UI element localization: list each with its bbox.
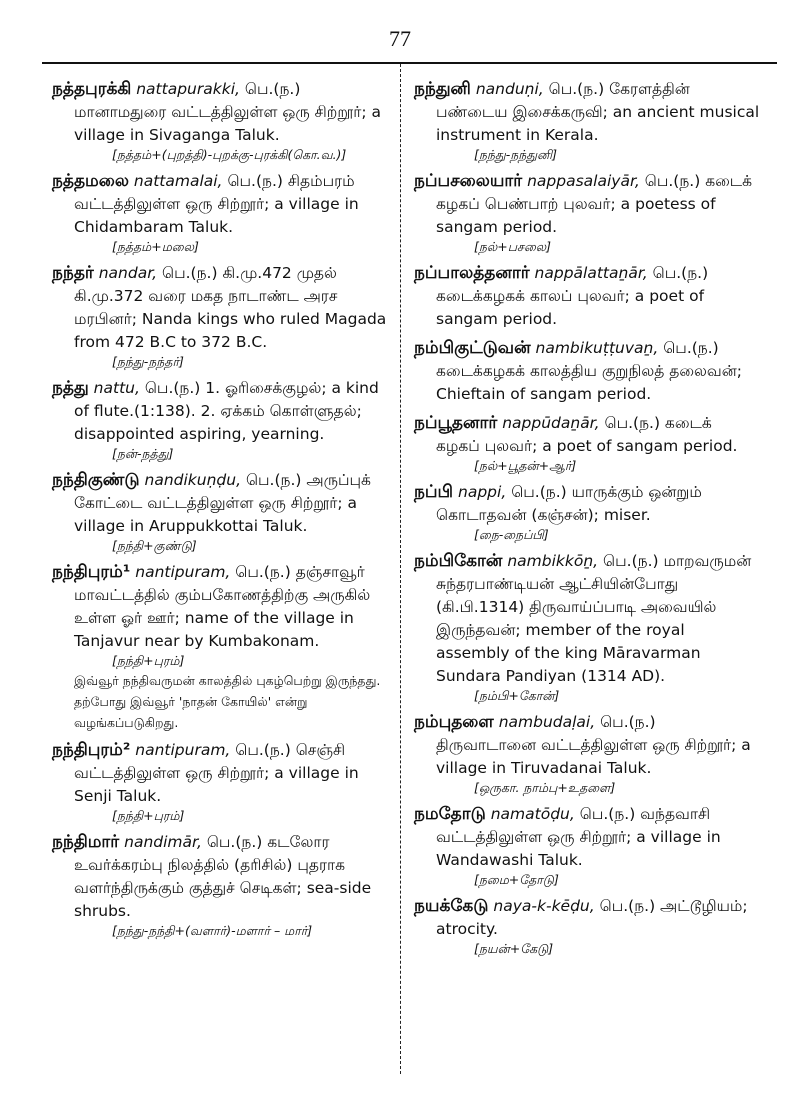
headword: நந்தர்: [52, 263, 94, 283]
definition: பெ.(ந.) கி.மு.472 முதல் கி.மு.372 வரை மகத நாடாண்ட அரச மரபினர்; Nanda kings who ruled Magada from 472 B.C to 372 B.C.: [74, 264, 387, 351]
dictionary-entry: [414, 337, 760, 406]
entry-body: [414, 337, 760, 406]
entry-body: [414, 803, 760, 872]
entry-body: [414, 412, 760, 458]
transliteration: namatōḍu,: [490, 805, 575, 823]
transliteration: naya-k-kēḍu,: [493, 897, 595, 915]
dictionary-entry: [414, 711, 760, 797]
headword: நப்பசலையார்: [414, 171, 523, 191]
dictionary-entry: [414, 170, 760, 256]
entry-body: [52, 377, 392, 446]
transliteration: nappasalaiyār,: [527, 172, 640, 190]
entry-body: [52, 78, 392, 147]
dictionary-entry: [52, 377, 392, 463]
transliteration: nappālattaṉār,: [534, 264, 648, 282]
entry-body: [414, 550, 760, 688]
transliteration: nandimār,: [124, 833, 202, 851]
headword: நம்பிகோன்: [414, 551, 503, 571]
transliteration: nandikuṇḍu,: [144, 471, 242, 489]
entry-body: [52, 262, 392, 354]
definition: பெ.(ந.) மாறவருமன் சுந்தரபாண்டியன் ஆட்சியின்போது (கி.பி.1314) திருவாய்ப்பாடி அவையில் இருந்தவன்; member of the royal assembly of the king Māravarman Sundara Pandiyan (1314 AD).: [436, 552, 752, 685]
dictionary-entry: [52, 561, 392, 733]
definition: பெ.(ந.) கேரளத்தின் பண்டைய இசைக்கருவி; an ancient musical instrument in Kerala.: [436, 80, 760, 144]
headword: நந்துனி: [414, 79, 471, 99]
etymology: [நந்து-நந்தர்]: [112, 354, 184, 369]
headword: நந்திகுண்டு: [52, 470, 140, 490]
etymology: [நத்தம்+மலை]: [112, 239, 199, 254]
dictionary-entry: [52, 469, 392, 555]
transliteration: nattu,: [93, 379, 140, 397]
entry-body: [414, 481, 760, 527]
etymology: [நை-நைப்பி]: [474, 527, 549, 542]
headword: நந்திமார்: [52, 832, 120, 852]
headword: நப்பாலத்தனார்: [414, 263, 530, 283]
headword: நந்திபுரம்²: [52, 740, 131, 760]
etymology: [நல்+பூதன்+ஆர்]: [474, 458, 577, 473]
definition: பெ.(ந.) கடைக்கழகக் காலத்திய குறுநிலத் தலைவன்; Chieftain of sangam period.: [436, 339, 742, 403]
dictionary-entry: [414, 895, 760, 958]
entry-body: [414, 262, 760, 331]
headword: நப்பூதனார்: [414, 413, 498, 433]
transliteration: nandar,: [98, 264, 158, 282]
etymology: [நந்தி+புரம்]: [112, 653, 185, 668]
etymology: [நந்து-நந்தி+(வளார்)-மளார் – மார்]: [112, 923, 313, 938]
definition: பெ.(ந.) தஞ்சாவூர் மாவட்டத்தில் கும்பகோணத்திற்கு அருகில் உள்ள ஓர் ஊர்; name of the village in Tanjavur near by Kumbakonam.: [74, 563, 371, 650]
etymology: [ஒருகா. நாம்பு+உதளை]: [474, 780, 616, 795]
page-number: 77: [389, 26, 411, 51]
dictionary-entry: [52, 78, 392, 164]
transliteration: nappūdaṉār,: [502, 414, 600, 432]
definition: பெ.(ந.) திருவாடானை வட்டத்திலுள்ள ஒரு சிற்றூர்; a village in Tiruvadanai Taluk.: [436, 713, 751, 777]
entry-body: [414, 78, 760, 147]
transliteration: nappi,: [458, 483, 507, 501]
etymology: [நந்தி+குண்டு]: [112, 538, 197, 553]
headword: நயக்கேடு: [414, 896, 489, 916]
headword: நம்பிகுட்டுவன்: [414, 338, 531, 358]
definition: பெ.(ந.) கடைக் கழகப் பெண்பாற் புலவர்; a poetess of sangam period.: [436, 172, 753, 236]
headword: நத்தமலை: [52, 171, 129, 191]
etymology: [நந்து-நந்துனி]: [474, 147, 557, 162]
dictionary-entry: [52, 831, 392, 940]
transliteration: nambikuṭṭuvaṉ,: [535, 339, 659, 357]
transliteration: nantipuram,: [135, 563, 231, 581]
dictionary-entry: [52, 739, 392, 825]
dictionary-entry: [414, 262, 760, 331]
definition: பெ.(ந.) கடலோர உவர்க்கரம்பு நிலத்தில் (தரிசில்) புதராக வளர்ந்திருக்கும் குத்துச் செடிகள்; sea-side shrubs.: [74, 833, 372, 920]
top-rule: [42, 62, 777, 64]
dictionary-entry: [414, 78, 760, 164]
definition: பெ.(ந.) செஞ்சி வட்டத்திலுள்ள ஒரு சிற்றூர்; a village in Senji Taluk.: [74, 741, 359, 805]
definition: பெ.(ந.) யாருக்கும் ஒன்றும் கொடாதவன் (கஞ்சன்); miser.: [436, 483, 702, 524]
etymology: [நமை+தோடு]: [474, 872, 559, 887]
headword: நத்தபுரக்கி: [52, 79, 132, 99]
headword: நத்து: [52, 378, 89, 398]
dictionary-entry: [414, 481, 760, 544]
transliteration: nantipuram,: [135, 741, 231, 759]
etymology: [நல்+பசலை]: [474, 239, 552, 254]
transliteration: nambudaḷai,: [498, 713, 596, 731]
etymology: [நத்தம்+(புறத்தி)-புறக்கு-புரக்கி(கொ.வ.)]: [112, 147, 347, 162]
column-divider: [400, 64, 401, 1074]
entry-body: [52, 469, 392, 538]
etymology: [நயன்+கேடு]: [474, 941, 554, 956]
dictionary-entry: [414, 803, 760, 889]
entry-body: [414, 170, 760, 239]
etymology: [நன்-நத்து]: [112, 446, 174, 461]
right-column: [414, 78, 760, 964]
definition: பெ.(ந.) மானாமதுரை வட்டத்திலுள்ள ஒரு சிற்றூர்; a village in Sivaganga Taluk.: [74, 80, 381, 144]
entry-body: [414, 895, 760, 941]
definition: பெ.(ந.) 1. ஓரிசைக்குழல்; a kind of flute.(1:138). 2. ஏக்கம் கொள்ளுதல்; disappointed aspiring, yearning.: [74, 379, 379, 443]
definition: பெ.(ந.) கடைக் கழகப் புலவர்; a poet of sangam period.: [436, 414, 738, 455]
transliteration: nanduṇi,: [475, 80, 544, 98]
entry-body: [52, 739, 392, 808]
definition: பெ.(ந.) சிதம்பரம் வட்டத்திலுள்ள ஒரு சிற்றூர்; a village in Chidambaram Taluk.: [74, 172, 359, 236]
definition: பெ.(ந.) வந்தவாசி வட்டத்திலுள்ள ஒரு சிற்றூர்; a village in Wandawashi Taluk.: [436, 805, 721, 869]
headword: நமதோடு: [414, 804, 486, 824]
entry-note: இவ்வூர் நந்திவருமன் காலத்தில் புகழ்பெற்று இருந்தது. தற்போது இவ்வூர் 'நாதன் கோயில்' என்று வழங்கப்படுகிறது.: [74, 673, 381, 730]
dictionary-entry: [414, 550, 760, 705]
definition: பெ.(ந.) கடைக்கழகக் காலப் புலவர்; a poet of sangam period.: [436, 264, 709, 328]
headword: நப்பி: [414, 482, 454, 502]
definition: பெ.(ந.) அட்டூழியம்; atrocity.: [436, 897, 748, 938]
headword: நந்திபுரம்¹: [52, 562, 131, 582]
entry-body: [414, 711, 760, 780]
dictionary-entry: [414, 412, 760, 475]
headword: நம்புதளை: [414, 712, 494, 732]
transliteration: nattapurakki,: [136, 80, 240, 98]
etymology: [நம்பி+கோன்]: [474, 688, 560, 703]
entry-body: [52, 831, 392, 923]
transliteration: nambikkōṉ,: [507, 552, 599, 570]
dictionary-entry: [52, 262, 392, 371]
entry-body: [52, 170, 392, 239]
entry-body: [52, 561, 392, 653]
etymology: [நந்தி+புரம்]: [112, 808, 185, 823]
definition: பெ.(ந.) அருப்புக் கோட்டை வட்டத்திலுள்ள ஒரு சிற்றூர்; a village in Aruppukkottai Taluk.: [74, 471, 371, 535]
transliteration: nattamalai,: [133, 172, 223, 190]
dictionary-entry: [52, 170, 392, 256]
left-column: [52, 78, 392, 946]
